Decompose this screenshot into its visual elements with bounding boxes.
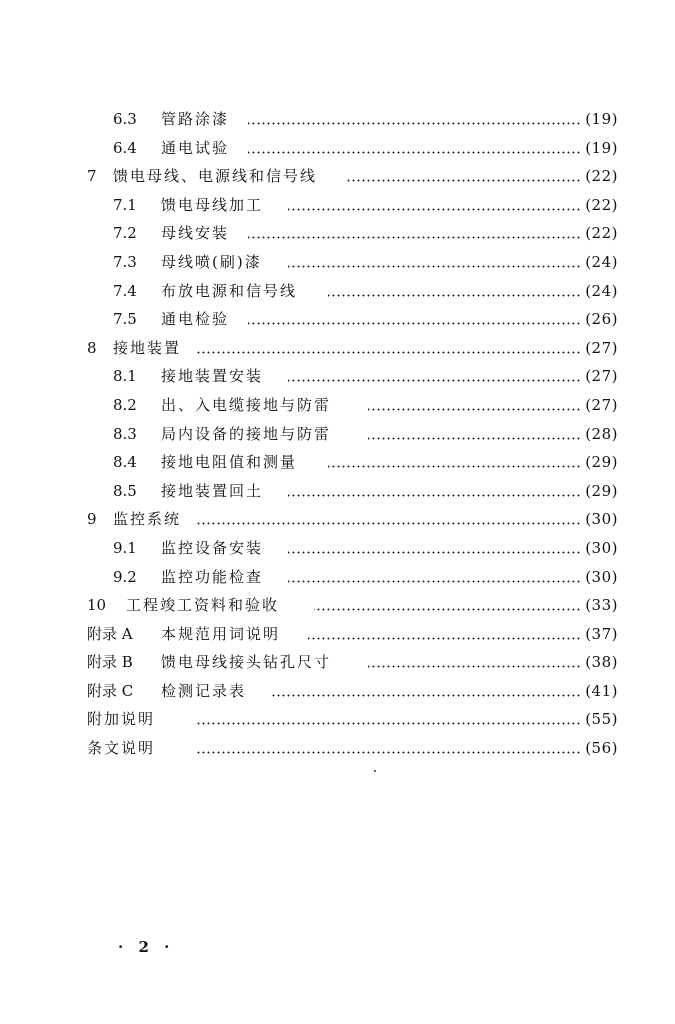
toc-entry-6-3[interactable] bbox=[0, 105, 675, 134]
toc-entry-appendix-c[interactable] bbox=[0, 677, 675, 706]
toc-leader-dots bbox=[288, 551, 581, 554]
toc-entry-page: (27) bbox=[585, 367, 618, 386]
toc-entry-title: 通电试验 bbox=[161, 138, 230, 157]
toc-entry-page: (56) bbox=[585, 739, 618, 758]
toc-entry-number: 7.2 bbox=[113, 224, 137, 243]
toc-entry-title: 接地装置回土 bbox=[161, 481, 264, 500]
toc-entry-title: 母线喷(刷)漆 bbox=[161, 252, 262, 271]
toc-leader-dots bbox=[345, 179, 581, 182]
toc-entry-title: 检测记录表 bbox=[161, 681, 247, 700]
toc-entry-number: 9.1 bbox=[113, 538, 137, 557]
toc-leader-dots bbox=[288, 580, 581, 583]
toc-entry-title: 馈电母线接头钻孔尺寸 bbox=[161, 653, 332, 672]
toc-entry-number: 7.5 bbox=[113, 310, 137, 329]
toc-entry-7-4[interactable] bbox=[0, 277, 675, 306]
toc-entry-6-4[interactable] bbox=[0, 134, 675, 163]
toc-entry-page: (24) bbox=[585, 281, 618, 300]
toc-entry-page: (19) bbox=[585, 138, 618, 157]
toc-entry-number: 10 bbox=[87, 596, 107, 615]
toc-entry-page: (19) bbox=[585, 110, 618, 128]
toc-entry-title: 出、入电缆接地与防雷 bbox=[161, 395, 332, 414]
toc-leader-dots bbox=[272, 694, 581, 697]
toc-entry-page: (29) bbox=[585, 453, 618, 472]
toc-entry-number: 8.1 bbox=[113, 367, 137, 386]
toc-entry-number: 9.2 bbox=[113, 567, 137, 586]
toc-entry-number: 8.5 bbox=[113, 481, 137, 500]
toc-leader-dots bbox=[288, 265, 581, 268]
toc-leader-dots bbox=[368, 408, 581, 411]
toc-entry-7-3[interactable] bbox=[0, 248, 675, 277]
toc-entry-title: 局内设备的接地与防雷 bbox=[161, 424, 332, 443]
toc-entry-additional-notes[interactable] bbox=[0, 705, 675, 734]
print-speck bbox=[374, 770, 376, 772]
toc-entry-title: 附加说明 bbox=[87, 710, 156, 729]
toc-entry-appendix-a[interactable] bbox=[0, 620, 675, 649]
toc-entry-number: 7.3 bbox=[113, 252, 137, 271]
toc-entry-page: (27) bbox=[585, 338, 618, 357]
toc-entry-number: 7.1 bbox=[113, 195, 137, 214]
toc-entry-title: 布放电源和信号线 bbox=[161, 281, 298, 300]
toc-entry-8[interactable] bbox=[0, 334, 675, 363]
toc-leader-dots bbox=[288, 494, 581, 497]
toc-entry-page: (30) bbox=[585, 567, 618, 586]
toc-entry-number: 8.2 bbox=[113, 395, 137, 414]
toc-entry-title: 馈电母线加工 bbox=[161, 195, 264, 214]
toc-entry-number: 附录 C bbox=[87, 681, 134, 700]
toc-entry-page: (33) bbox=[585, 596, 618, 615]
toc-entry-appendix-b[interactable] bbox=[0, 648, 675, 677]
toc-entry-title: 工程竣工资料和验收 bbox=[126, 596, 280, 615]
toc-leader-dots bbox=[195, 522, 581, 525]
toc-entry-title: 接地电阻值和测量 bbox=[161, 453, 298, 472]
toc-leader-dots bbox=[248, 122, 581, 125]
toc-leader-dots bbox=[248, 236, 581, 239]
toc-entry-page: (41) bbox=[585, 681, 618, 700]
toc-leader-dots bbox=[288, 208, 581, 211]
toc-entry-number: 7 bbox=[87, 167, 97, 186]
toc-leader-dots bbox=[195, 722, 581, 725]
toc-entry-9[interactable] bbox=[0, 505, 675, 534]
toc-entry-8-3[interactable] bbox=[0, 420, 675, 449]
page-number: · 2 · bbox=[118, 938, 175, 956]
toc-entry-page: (26) bbox=[585, 310, 618, 329]
toc-entry-7-5[interactable] bbox=[0, 305, 675, 334]
toc-entry-title: 馈电母线、电源线和信号线 bbox=[113, 167, 318, 186]
toc-entry-title: 监控系统 bbox=[113, 510, 182, 529]
toc-entry-title: 通电检验 bbox=[161, 310, 230, 329]
toc-leader-dots bbox=[288, 379, 581, 382]
toc-entry-number: 附录 B bbox=[87, 653, 133, 672]
toc-entry-page: (38) bbox=[585, 653, 618, 672]
toc-entry-title: 接地装置 bbox=[113, 338, 182, 357]
toc-entry-title: 管路涂漆 bbox=[161, 110, 230, 128]
toc-leader-dots bbox=[195, 751, 581, 754]
toc-entry-7[interactable] bbox=[0, 162, 675, 191]
toc-entry-page: (55) bbox=[585, 710, 618, 729]
toc-entry-title: 监控设备安装 bbox=[161, 538, 264, 557]
toc-entry-7-2[interactable] bbox=[0, 219, 675, 248]
toc-entry-number: 8.3 bbox=[113, 424, 137, 443]
table-of-contents bbox=[0, 105, 675, 763]
toc-entry-page: (29) bbox=[585, 481, 618, 500]
toc-entry-page: (27) bbox=[585, 395, 618, 414]
toc-entry-number: 6.3 bbox=[113, 110, 137, 128]
toc-entry-page: (37) bbox=[585, 624, 618, 643]
toc-entry-title: 监控功能检查 bbox=[161, 567, 264, 586]
toc-entry-page: (30) bbox=[585, 510, 618, 529]
toc-entry-number: 8.4 bbox=[113, 453, 137, 472]
toc-entry-page: (28) bbox=[585, 424, 618, 443]
toc-entry-8-4[interactable] bbox=[0, 448, 675, 477]
toc-entry-page: (30) bbox=[585, 538, 618, 557]
toc-entry-number: 9 bbox=[87, 510, 97, 529]
toc-leader-dots bbox=[314, 608, 581, 611]
toc-entry-number: 7.4 bbox=[113, 281, 137, 300]
toc-entry-page: (24) bbox=[585, 252, 618, 271]
toc-entry-page: (22) bbox=[585, 224, 618, 243]
toc-entry-article-explanation[interactable] bbox=[0, 734, 675, 763]
toc-entry-title: 接地装置安装 bbox=[161, 367, 264, 386]
toc-leader-dots bbox=[195, 351, 581, 354]
toc-entry-page: (22) bbox=[585, 167, 618, 186]
toc-entry-number: 8 bbox=[87, 338, 97, 357]
toc-entry-8-1[interactable] bbox=[0, 362, 675, 391]
toc-entry-10[interactable] bbox=[0, 591, 675, 620]
toc-entry-7-1[interactable] bbox=[0, 191, 675, 220]
toc-entry-title: 条文说明 bbox=[87, 739, 156, 758]
toc-leader-dots bbox=[248, 151, 581, 154]
toc-entry-number: 附录 A bbox=[87, 624, 133, 643]
toc-leader-dots bbox=[328, 294, 581, 297]
toc-entry-9-2[interactable] bbox=[0, 563, 675, 592]
toc-entry-title: 母线安装 bbox=[161, 224, 230, 243]
toc-entry-9-1[interactable] bbox=[0, 534, 675, 563]
toc-entry-8-5[interactable] bbox=[0, 477, 675, 506]
toc-entry-8-2[interactable] bbox=[0, 391, 675, 420]
toc-leader-dots bbox=[248, 322, 581, 325]
toc-leader-dots bbox=[308, 637, 581, 640]
toc-leader-dots bbox=[368, 665, 581, 668]
toc-leader-dots bbox=[368, 437, 581, 440]
toc-leader-dots bbox=[328, 465, 581, 468]
toc-entry-title: 本规范用词说明 bbox=[161, 624, 281, 643]
toc-entry-number: 6.4 bbox=[113, 138, 137, 157]
toc-entry-page: (22) bbox=[585, 195, 618, 214]
